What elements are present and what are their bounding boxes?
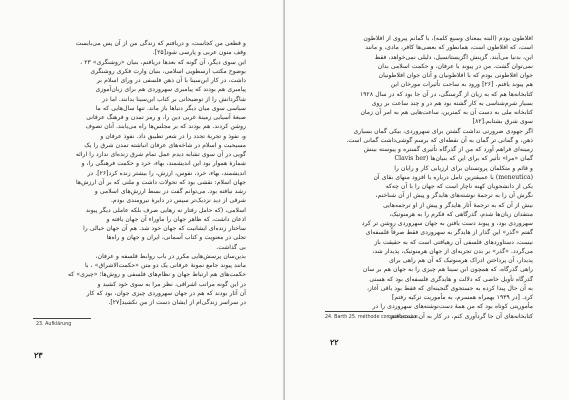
text-line: افلاطون بودم (البته بمعنای وسیع کلمه)، با گمانم پیروی از افلاطون <box>363 35 533 42</box>
text-line: در این گونه مراتب اشراقی، نظر مرا به سوی خود کشید و <box>97 280 246 288</box>
text-line: شاگردانش را از توضیحاتی بر کتاب ابن‌سینا بدانند. اما در <box>102 95 246 103</box>
text-line: سوی شرق بشتابم.[۸۲] <box>472 118 533 126</box>
right-page-number: ۲۲ <box>330 337 339 347</box>
text-line: نیست، دستاوردهای فلسفی آن رهیافتی است که به حقیقت باز <box>374 238 533 246</box>
text-line: اسلامی، (که حامل رفتار نه رهایی صرف بلکه عاملی دیگر پیوند <box>85 206 246 214</box>
left-footnote-rule <box>33 318 91 319</box>
text-line: منتقدان زبان‌ها شدم، گذرگاهی که فکرم را به هرمنوتیک، <box>389 210 533 218</box>
text-line: می‌گردد. «گذر» بر بدن تجربه‌ای از جهان هرمنوتیک، پدیدار شد، <box>372 247 533 255</box>
text-line: بی گذاشت. <box>216 243 246 251</box>
text-line: آن آثار بودند که هم در جهان سهروردی چیزی جوان، بود که کار <box>86 289 246 297</box>
text-line: این، بدنیا می‌آیند. گزینش اگزیستانسیل، دلیلی نمی‌خواهد، فقط <box>374 53 533 61</box>
text-line: به آن حال پیدا کرده به جستجوی گنجینه‌ای که فقط بود باقی آغاز، <box>366 284 533 292</box>
text-line: شرقی از دید نزدیک‌تر سپس در دایرهٔ نیرومندی بودم. <box>111 197 246 205</box>
text-line: بیش از آن که به ترجمهٔ آثار هایدگر و پیش از او ترجمه‌هایی <box>383 201 533 209</box>
text-line: شمارهٔ هموار بود این اندیشمند، بهاء، خرد و حکمت فرهنگی را، و <box>81 160 246 168</box>
text-line: صبغهٔ آسیایی زمینهٔ غربی دین را، و رمز تمدن و فرهنگ عرفانی <box>86 114 246 121</box>
text-line: اگر جهودی ضرورتی نداشت گشتن برای سهروردی، بیکی گمان بسیاری <box>353 127 533 135</box>
text-line: حکمت‌های هم ارتباط جهان و نظام‌های فلسفی و روش‌ها؛ «چیزی» که <box>68 271 246 279</box>
text-line: کرد. [در ۱۹۳۹ بهمراه همسرم، به مأموریت ترکیه رفتم] <box>391 294 533 301</box>
text-line: کتابخانه‌ها هم که به زیان از گرسنگی، در آن جا بود که در سال ۱۹۲۸ <box>360 90 533 98</box>
text-line: گمان «مرا» تأثیر که برای این که بنیان‌ها (Clavis her <box>394 155 533 163</box>
text-line: نمی‌توان گشت. من در پیوند با عرفان، و حکمت اسلامی بدان <box>377 62 533 70</box>
text-line: داشت، در کار ابن‌سینا با آن ذهن فلسفی در ورای اسلام بر <box>96 77 246 84</box>
text-line: اندیشمند، بهاء، خرد، نفوس، ارزش، را بیشتر زنده کرد[۲۶]. در <box>87 169 246 177</box>
text-line: گویی در آن سوی تشابه دیدم عمل تمام شرق زنده‌ای ندارد را ارائه <box>75 151 246 158</box>
text-line: هم پیوند یافتم. [۲۶] ورود به ساحت تأثیرات مورخان این <box>390 81 533 89</box>
left-page-body <box>34 39 246 307</box>
text-line: مانند پیوند جامع نمونهٔ عرفانی یک دو متن «حکمت‌الاشراق» ، با <box>84 262 246 269</box>
text-line: یکی از دانشجویان کهنه ناچار است که جهان را با آن چه‌که <box>385 183 533 190</box>
text-line: ساختار زنده‌ای ایشانیت که جهان خود شد. هم آن جهان خیالی را <box>83 225 246 232</box>
text-line: و قطعی من کجاست، و دریافتم که زندگی من از آن پس می‌بایست <box>75 40 246 47</box>
text-line: زمینه‌ای فراهم آورد که من از گذرگاه تأثیری گستره و پیوسته بینش <box>363 146 533 153</box>
text-line: کتابخانه‌های آن جا گردآوری کنم، در کار به آن دست‌یافتم. <box>388 312 533 320</box>
text-line: راهی گذرگاه، که همچون ابن سینا هم چیزی را به جهان هم بر سان <box>362 266 533 274</box>
text-line: مأموریتی کوتاه بود که من همهٔ دست‌نوشته‌های سهروردی را در <box>372 303 533 311</box>
text-line: این سوی دیگر، آن گونه که بعدها دریافتم، بنیان «روشنگری» ۲۳ ، <box>80 58 246 66</box>
text-line: جهان اسلام: نقشی بود که تحولات داشت و ملتی که بر آن ارزش‌ها <box>76 178 246 186</box>
text-line: (meneutica) با عمیقترین تامل درباره یا افزود منهای بقای آن <box>373 173 533 181</box>
text-line: وقف متون عربی و پارسی شود[۲۵]. <box>152 49 246 57</box>
text-line: نگرش آن را به ترجمهٔ نوشته‌های هایدگر و پیش از آن شناختم، <box>375 192 533 200</box>
text-line: رشد نیافته بود. می‌توانم گفت در بسط ارزش‌های اسلامی و <box>94 188 246 195</box>
text-line: اذعان داشت، که ظاهر جهان را ماوراء آن جهان یافته و <box>106 215 246 223</box>
text-line: تجلی در معنویت و کتاب آسمانی، ایران و جهان و راه‌ها <box>106 234 246 242</box>
text-line: ذهن، و گمانی تر گمان به آن نقطه‌ای که برسم گوشی‌داشت گمانی است. <box>346 136 533 144</box>
text-line: گذرگاه تأویل خاصی که دلالت و هایدگری فلسفه‌ای بود که هستی <box>369 275 533 283</box>
text-line: گفتم «گذر» این گذار از هایدگر به سهروردی فقط صرفاً فلسفه‌ای <box>365 229 533 237</box>
text-line: مسیحیت و اسلام در شاخه‌های عرفان انباشته تمدن شرق را یک <box>84 141 246 149</box>
text-line: و، نفوذ و تجربهٔ تجدد را در شعر تطبیق داد. نفوذ عرفان و <box>100 132 246 140</box>
left-footnote: 23. Aufklärung <box>36 322 72 327</box>
right-footnote-rule <box>325 311 383 312</box>
text-line: پیامبری هم بودند که پیامبری سهروردی هم برای زبان‌آموزی <box>95 86 246 94</box>
text-line: بوضوح مکتب ارسطویی اسلامی، بنیان وارث فکری روشنگری <box>90 67 246 75</box>
left-page <box>0 0 284 400</box>
text-line: روشن کردند. هم بودند که بر مجلس‌ها راه می‌یابند. آنان تصوف <box>85 123 246 131</box>
right-page <box>285 0 569 400</box>
text-line: در سراسر زندگی‌ام از ایشان دست از من نکشید[۲۷]. <box>108 299 246 306</box>
text-line: سیاسی سوی میان دیگر دنیاها باز ماند. تنها سال‌هایی که ما <box>95 104 246 112</box>
right-footnote: 24. Barth 25. méthode compréhensive. <box>325 315 420 320</box>
text-line: جوان افلاطونی بودم که با افلاطونیان و آنان جوان افلاطونیان <box>378 72 533 79</box>
text-line: بسیار شرم‌شناسی به کار گشته بود هم در و چند ساعت بر روی <box>371 99 533 107</box>
text-line: پدیدار، آن پرداختن ادراک هرمنوتیک که آن هم راهی برای <box>389 257 533 264</box>
text-line: بدین‌سان پرسش‌هایی مکرر در باب روابط فلسفه و عرفان، <box>95 252 246 260</box>
text-line: کتابخانه ملی به دست آن به کمترین، ساعت‌هایی هم به امر آن زمان <box>360 109 533 116</box>
text-line: است، که افلاطون است، همانطور که بعضی‌ها کافر، مادی، و مانند <box>365 44 533 52</box>
text-line: سهروردی بود، و پیوند دست یافتن به جهان سهروردی روشن تر کرد <box>361 220 533 227</box>
right-page-body <box>323 34 533 321</box>
text-line: و قائم و متکلمان پروتستان برای ارزیابی کار و رایان را <box>394 164 533 172</box>
left-page-number: ۲۳ <box>34 350 43 360</box>
